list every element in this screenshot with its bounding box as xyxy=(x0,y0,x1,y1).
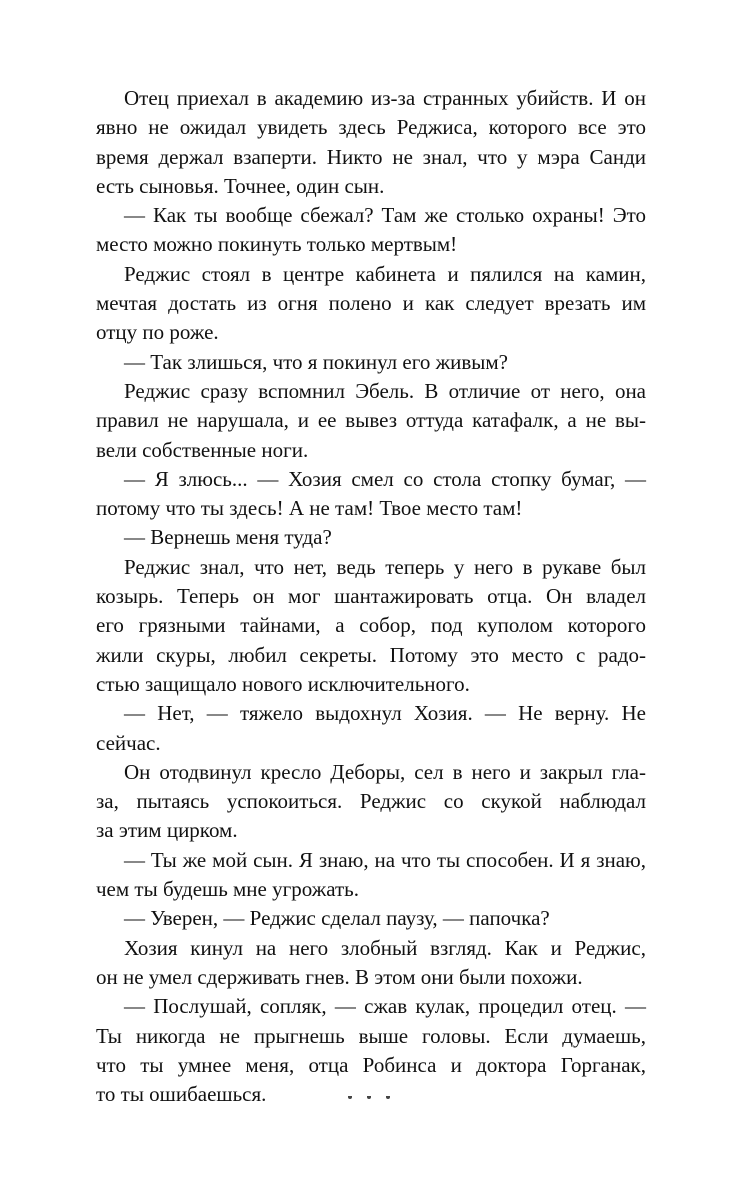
text-line: стью защищало нового исключительного. xyxy=(96,671,470,696)
page-body xyxy=(96,84,646,1109)
paragraph xyxy=(96,465,646,524)
text-line: Отец приехал в академию из-за странных убийств. И он xyxy=(124,86,646,110)
text-line: Он отодвинул кресло Деборы, сел в него и закрыл гла- xyxy=(124,759,646,784)
text-line: — Нет, — тяжело выдохнул Хозия. — Не верну. Не сейчас. xyxy=(96,701,646,755)
text-line: мечтая достать из огня полено и как следует врезать им xyxy=(96,291,646,316)
text-line: чем ты будешь мне угрожать. xyxy=(96,877,360,902)
text-line: — Как ты вообще сбежал? Там же столько охраны! Это xyxy=(124,203,646,228)
text-line: козырь. Теперь он мог шантажировать отца. Он владел xyxy=(96,584,646,609)
section-separator xyxy=(344,1096,394,1104)
paragraph xyxy=(96,523,646,552)
paragraph xyxy=(96,758,646,846)
text-line: есть сыновья. Точнее, один сын. xyxy=(96,173,385,198)
text-line: за этим цирком. xyxy=(96,818,238,843)
paragraph xyxy=(96,904,646,933)
paragraph xyxy=(96,846,646,905)
paragraph xyxy=(96,201,646,260)
text-line: Реджис стоял в центре кабинета и пялился на камин, xyxy=(124,261,646,286)
text-line: Хозия кинул на него злобный взгляд. Как и Реджис, xyxy=(124,935,646,960)
paragraph xyxy=(96,553,646,699)
text-line: место можно покинуть только мертвым! xyxy=(96,232,458,257)
text-line: — Вернешь меня туда? xyxy=(124,525,332,550)
text-line: вели собственные ноги. xyxy=(96,437,309,462)
text-line: — Ты же мой сын. Я знаю, на что ты способен. И я знаю, xyxy=(124,847,646,872)
text-line: отцу по роже. xyxy=(96,320,219,345)
paragraph xyxy=(96,934,646,993)
paragraph xyxy=(96,260,646,348)
text-line: — Я злюсь... — Хозия смел со стола стопку бумаг, — xyxy=(124,466,646,491)
paragraph xyxy=(96,992,646,1109)
text-line: что ты умнее меня, отца Робинса и доктора Горганак, xyxy=(96,1052,646,1077)
paragraph xyxy=(96,699,646,758)
text-line: жили скуры, любил секреты. Потому это место с радо- xyxy=(96,642,646,667)
paragraph xyxy=(96,84,646,201)
paragraph xyxy=(96,348,646,377)
text-line: правил не нарушала, и ее вывез оттуда катафалк, а не вы- xyxy=(96,408,646,433)
text-line: явно не ожидал увидеть здесь Реджиса, которого все это xyxy=(96,115,646,140)
separator-mark xyxy=(386,1096,390,1099)
paragraph xyxy=(96,377,646,465)
text-line: то ты ошибаешься. xyxy=(96,1082,267,1107)
separator-mark xyxy=(367,1096,371,1099)
separator-mark xyxy=(348,1096,352,1099)
text-line: его грязными тайнами, а собор, под куполом которого xyxy=(96,613,646,638)
text-line: он не умел сдерживать гнев. В этом они были похожи. xyxy=(96,964,583,989)
text-line: Реджис знал, что нет, ведь теперь у него в рукаве был xyxy=(124,554,646,579)
text-line: Реджис сразу вспомнил Эбель. В отличие от него, она xyxy=(124,378,646,403)
text-line: Ты никогда не прыгнешь выше головы. Если думаешь, xyxy=(96,1023,646,1048)
text-line: время держал взаперти. Никто не знал, что у мэра Санди xyxy=(96,144,646,169)
text-line: потому что ты здесь! А не там! Твое место там! xyxy=(96,496,523,521)
text-line: — Послушай, сопляк, — сжав кулак, процедил отец. — xyxy=(124,994,646,1019)
text-line: за, пытаясь успокоиться. Реджис со скукой наблюдал xyxy=(96,789,646,814)
text-line: — Уверен, — Реджис сделал паузу, — папочка? xyxy=(124,906,550,931)
text-line: — Так злишься, что я покинул его живым? xyxy=(124,349,508,374)
